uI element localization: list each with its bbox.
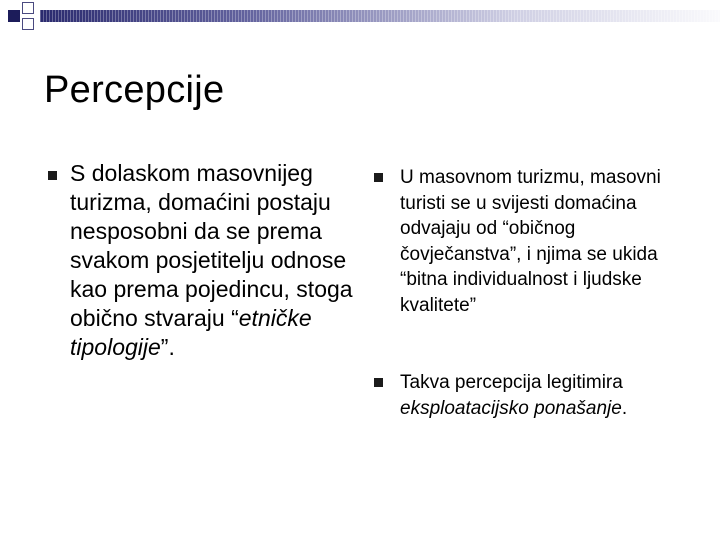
open-quote: “	[231, 305, 239, 331]
italic-term-etnicke-tipologije: etničke tipologije	[70, 305, 312, 360]
decorative-square-outline-top	[22, 2, 34, 14]
left-bullet-text	[70, 159, 360, 362]
decorative-square-filled	[8, 10, 20, 22]
left-bullet-body: S dolaskom masovnijeg turizma, domaćini postaju nesposobni da se prema svakom posjetitelju odnose kao prema pojedincu, stoga obično stvaraju	[70, 160, 353, 331]
right-bullet-2-body: Takva percepcija legitimira	[400, 372, 623, 393]
italic-term-eksploatacijsko: eksploatacijsko ponašanje	[400, 397, 622, 419]
right-bullet-2-text	[400, 370, 700, 421]
decorative-square-outline-bottom	[22, 18, 34, 30]
header-bar-texture	[40, 10, 720, 22]
bullet-square-icon	[48, 171, 57, 180]
close-quote: ”.	[160, 334, 175, 360]
bullet-square-icon	[374, 378, 383, 387]
right-bullet-2-end: .	[621, 397, 628, 419]
right-bullet-1-text: U masovnom turizmu, masovni turisti se u svijesti domaćina odvajaju od “običnog čovječanstva”, i njima se ukida “bitna individualnost i ljudske kvalitete”	[400, 167, 661, 316]
slide-title: Percepcije	[44, 69, 225, 111]
bullet-square-icon	[374, 173, 383, 182]
